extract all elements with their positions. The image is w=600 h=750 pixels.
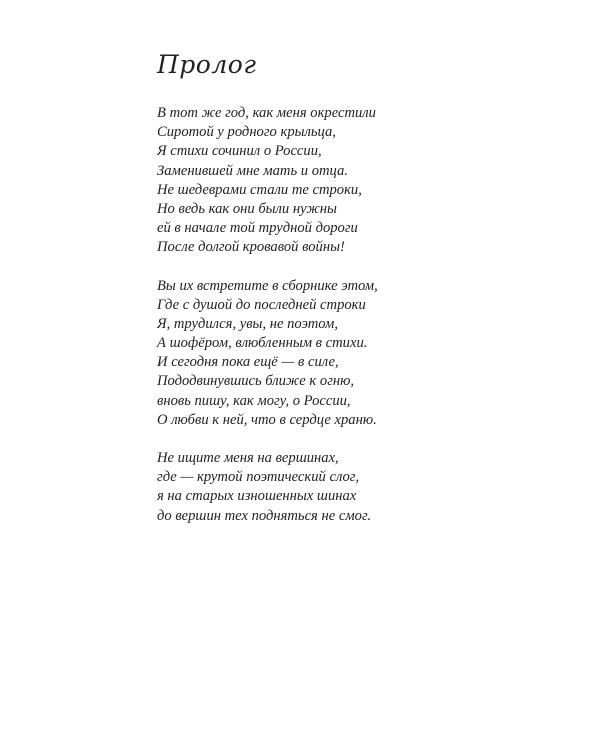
poem-title: Пролог [157,50,257,79]
poem-line: В тот же год, как меня окрестили [157,105,376,121]
poem-line: О любви к ней, что в сердце храню. [157,411,377,428]
poem-line: Где с душой до последней строки [157,296,366,313]
poem-line: Заменившей мне мать и отца. [157,162,348,179]
poem-line: до вершин тех подняться не смог. [157,507,372,524]
poem-line: Не шедеврами стали те строки, [157,181,362,198]
poem-line: Не ищите меня на вершинах, [157,450,339,466]
poem-line: вновь пишу, как могу, о России, [157,392,351,409]
poem-line: Я стихи сочинил о России, [157,143,322,160]
poem-line: После долгой кровавой войны! [157,239,345,256]
poem-line: я на старых изношенных шинах [157,488,357,505]
poem-body [157,104,557,545]
poem-line: где — крутой поэтический слог, [157,469,360,486]
poem-line: А шофёром, влюбленным в стихи. [157,335,368,352]
poem-line: И сегодня пока ещё — в силе, [157,354,339,371]
stanza-3 [157,449,557,526]
stanza-2 [157,277,557,431]
poem-line: Но ведь как они были нужны [157,200,337,217]
poem-line: ей в начале той трудной дороги [157,220,358,237]
stanza-1 [157,104,557,258]
poem-line: Сиротой у родного крыльца, [157,124,336,141]
poem-line: Я, трудился, увы, не поэтом, [157,315,338,332]
poem-line: Пододвинувшись ближе к огню, [157,373,355,390]
poem-line: Вы их встретите в сборнике этом, [157,277,378,294]
